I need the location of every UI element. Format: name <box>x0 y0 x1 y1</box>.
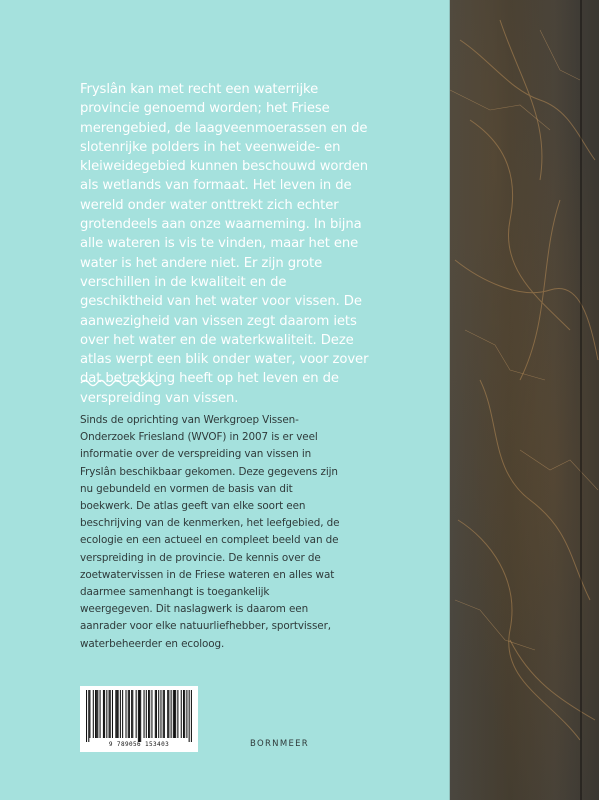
publisher-name: BORNMEER <box>250 739 310 749</box>
body-paragraph: Sinds de oprichting van Werkgroep Vissen-Onderzoek Friesland (WVOF) in 2007 is er veel informatie over de verspreiding van vissen in Fryslân beschikbaar gekomen. Deze gegevens zijn nu gebundeld en vormen de basis van dit boekwerk. De atlas geeft van elke soort een beschrijving van de kenmerken, het leefgebied, de ecologie en een actueel en compleet beeld van de verspreiding in de provincie. De kennis over de zoetwatervissen in de Friese wateren en alles wat daarmee samenhangt is toegankelijk weergegeven. Dit naslagwerk is daarom een aanrader voor elke natuurliefhebber, sportvisser, waterbeheerder en ecoloog. <box>80 414 340 650</box>
spine-photo <box>450 0 599 800</box>
spine-edge <box>580 0 582 800</box>
barcode <box>80 686 198 752</box>
intro-paragraph: Fryslân kan met recht een waterrijke provincie genoemd worden; het Friese merengebied, de laagveenmoerassen en de slotenrijke polders in het veenweide- en kleiweidegebied kunnen beschouwd worden als wetlands van formaat. Het leven in de wereld onder water onttrekt zich echter grotendeels aan onze waarneming. In bijna alle wateren is vis te vinden, maar het ene water is het andere niet. Er zijn grote verschillen in de kwaliteit en de geschiktheid van het water voor vissen. De aanwezigheid van vissen zegt daarom iets over het water en de waterkwaliteit. Deze atlas werpt een blik onder water, voor zover dat betrekking heeft op het leven en de verspreiding van vissen. <box>80 82 369 406</box>
barcode-bars <box>80 686 198 742</box>
roots-texture <box>450 0 599 800</box>
wave-divider-icon <box>80 372 162 391</box>
barcode-digits: 9 789056 153403 <box>108 741 170 748</box>
